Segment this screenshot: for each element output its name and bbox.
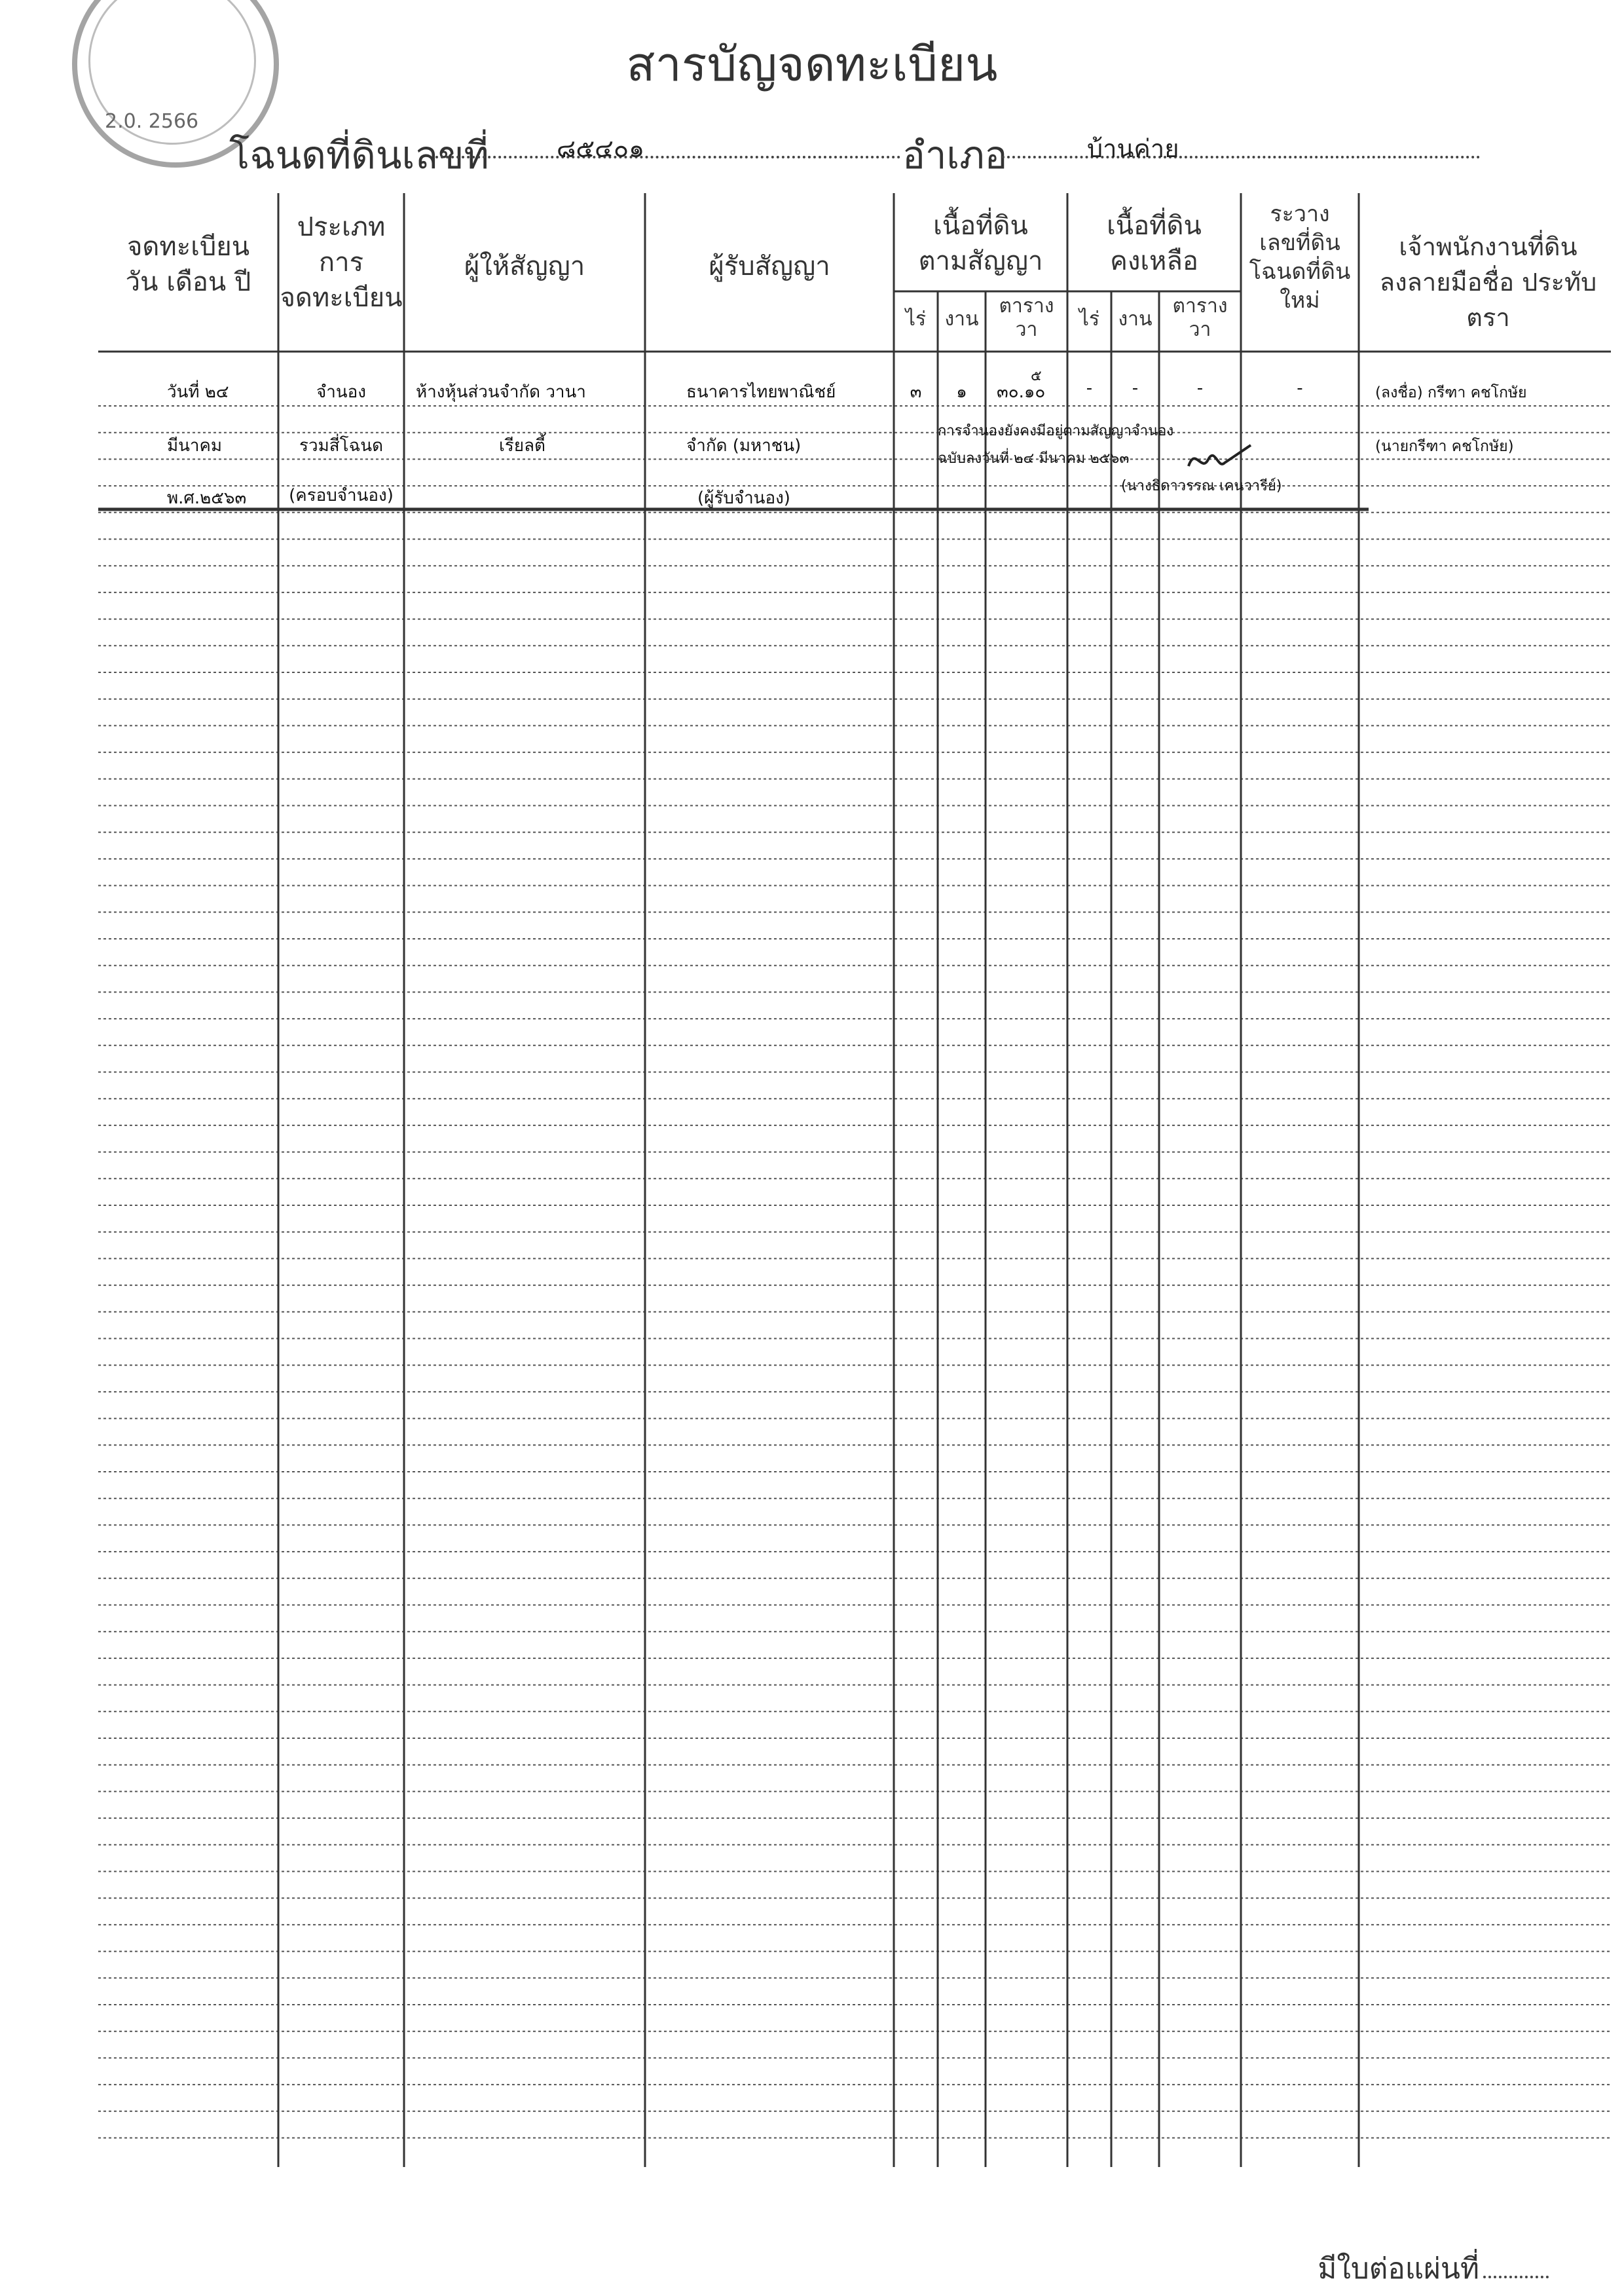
entry-officer-name: (นายกรีฑา คชโกษัย) (1375, 438, 1514, 455)
entry-sq-wa: ๓๐.๑๐ (997, 382, 1046, 402)
entry-grantee-line2: จำกัด (มหาชน) (686, 436, 802, 456)
header-new-deed-line3: โฉนดที่ดิน (1249, 259, 1351, 285)
header-remaining-ngan: งาน (1118, 308, 1153, 331)
entry-grantee-line3: (ผู้รับจำนอง) (697, 488, 790, 508)
continued-sheet-label (1318, 2246, 1549, 2291)
header-officer-line1: เจ้าพนักงานที่ดิน (1399, 232, 1578, 261)
header-type (278, 210, 404, 316)
header-date-line2: วัน เดือน ปี (125, 267, 251, 297)
header-new-deed (1241, 200, 1359, 315)
header-sq-wa (986, 295, 1067, 342)
entry-remaining-sq-wa: - (1196, 378, 1204, 398)
header-ngan: งาน (944, 308, 979, 331)
stamp-date: 2.0. 2566 (105, 110, 199, 133)
header-sq-wa-line1: ตาราง (999, 295, 1054, 318)
entry-note-signer: (นางธิดาวรรณ เคนวารีย์) (1121, 478, 1282, 494)
handwritten-signature (1185, 440, 1257, 479)
header-remaining-rai: ไร่ (1079, 308, 1100, 331)
entry-date-month: มีนาคม (167, 436, 223, 456)
entry-date-day: วันที่ ๒๔ (167, 382, 229, 402)
entry-remaining-ngan: - (1132, 378, 1139, 398)
entry-sq-wa-superscript: ๕ (1031, 368, 1042, 384)
entry-type-line2: รวมสี่โฉนด (299, 436, 383, 456)
header-type-line2: การ (318, 247, 364, 278)
entry-rai: ๓ (910, 382, 922, 402)
entry-type-line1: จำนอง (316, 382, 366, 402)
header-date-line1: จดทะเบียน (126, 232, 250, 262)
entry-note-line2: ฉบับลงวันที่ ๒๔ มีนาคม ๒๕๖๓ (938, 450, 1130, 467)
district-value: บ้านค่าย (1087, 134, 1179, 163)
header-area-remaining (1067, 208, 1241, 279)
entry-ngan: ๑ (956, 382, 967, 402)
header-new-deed-line2: เลขที่ดิน (1259, 230, 1340, 256)
header-sq-wa-line2: วา (1015, 318, 1038, 341)
header-remaining-sq-wa-line2: วา (1189, 318, 1211, 341)
header-area-remaining-line1: เนื้อที่ดิน (1107, 211, 1202, 241)
continued-sheet-text: มีใบต่อแผ่นที่ (1318, 2252, 1479, 2286)
header-area-remaining-line2: คงเหลือ (1110, 246, 1198, 276)
header-remaining-sq-wa (1159, 295, 1241, 342)
continued-sheet-dots (1483, 2276, 1549, 2278)
header-type-line1: ประเภท (297, 212, 386, 242)
entry-new-deed: - (1297, 378, 1303, 398)
header-rai: ไร่ (905, 308, 927, 331)
header-area-contract (894, 208, 1067, 279)
header-grantor: ผู้ให้สัญญา (464, 251, 585, 282)
entry-grantee-line1: ธนาคารไทยพาณิชย์ (686, 382, 836, 402)
page-title: สารบัญจดทะเบียน (626, 37, 998, 92)
deed-label: โฉนดที่ดินเลขที่ (229, 133, 489, 177)
header-officer (1359, 229, 1617, 335)
entry-date-year: พ.ศ.๒๕๖๓ (167, 488, 247, 508)
entry-type-line3: (ครอบจำนอง) (289, 486, 394, 505)
header-remaining-sq-wa-line1: ตาราง (1172, 295, 1228, 318)
header-grantee: ผู้รับสัญญา (709, 251, 830, 282)
header-type-line3: จดทะเบียน (280, 283, 403, 313)
header-new-deed-line1: ระวาง (1270, 201, 1330, 227)
header-new-deed-line4: ใหม่ (1280, 287, 1320, 314)
entry-grantor-line2: เรียลตี้ (499, 436, 545, 456)
header-date (98, 229, 278, 300)
entry-officer-signature: (ลงชื่อ) กรีฑา คชโกษัย (1375, 384, 1527, 401)
header-area-contract-line1: เนื้อที่ดิน (933, 211, 1028, 241)
district-label: อำเภอ (902, 133, 1008, 177)
deed-number: ๘๕๔๐๑ (557, 134, 645, 163)
header-area-contract-line2: ตามสัญญา (918, 246, 1043, 276)
entry-grantor-line1: ห้างหุ้นส่วนจำกัด วานา (416, 382, 586, 402)
entry-note-line1: การจำนองยังคงมีอยู่ตามสัญญาจำนอง (938, 423, 1174, 439)
entry-remaining-rai: - (1086, 378, 1093, 398)
header-officer-line2: ลงลายมือชื่อ ประทับตรา (1379, 268, 1597, 332)
